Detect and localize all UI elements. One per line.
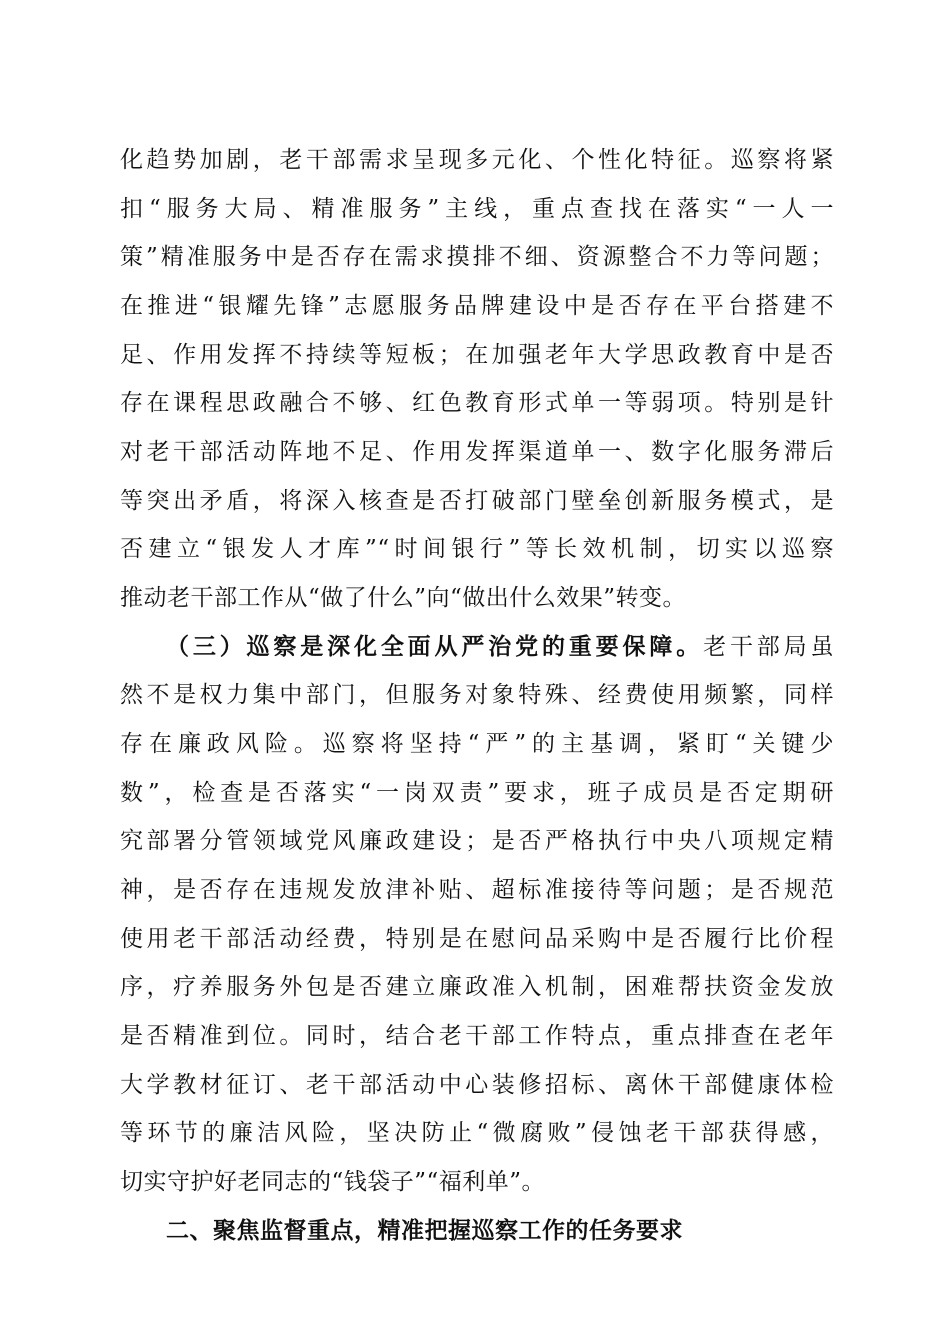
- text-line: 推动老干部工作从“做了什么”向“做出什么效果”转变。: [120, 585, 687, 611]
- section-heading: 二、聚焦监督重点，精准把握巡察工作的任务要求: [166, 1218, 683, 1244]
- text-line: 神，是否存在违规发放津补贴、超标准接待等问题；是否规范: [120, 877, 834, 903]
- text-line: 足、作用发挥不持续等短板；在加强老年大学思政教育中是否: [120, 342, 834, 368]
- text-line: 存在课程思政融合不够、红色教育形式单一等弱项。特别是针: [120, 390, 834, 416]
- text-line: 存在廉政风险。巡察将坚持“严”的主基调，紧盯“关键少: [120, 731, 834, 757]
- text-line: 等突出矛盾，将深入核查是否打破部门壁垒创新服务模式，是: [120, 488, 834, 514]
- text-line: 然不是权力集中部门，但服务对象特殊、经费使用频繁，同样: [120, 682, 834, 708]
- text-line: 策”精准服务中是否存在需求摸排不细、资源整合不力等问题；: [120, 244, 834, 270]
- text-line: 究部署分管领域党风廉政建设；是否严格执行中央八项规定精: [120, 828, 834, 854]
- text-line: 化趋势加剧，老干部需求呈现多元化、个性化特征。巡察将紧: [120, 147, 834, 173]
- paragraph-first-line: [166, 631, 834, 663]
- text-run: 老干部局虽: [703, 634, 835, 660]
- text-line: 等环节的廉洁风险，坚决防止“微腐败”侵蚀老干部获得感，: [120, 1120, 834, 1146]
- subheading-lead: （三）巡察是深化全面从严治党的重要保障。: [166, 634, 704, 660]
- text-line: 是否精准到位。同时，结合老干部工作特点，重点排查在老年: [120, 1023, 834, 1049]
- text-line: 使用老干部活动经费，特别是在慰问品采购中是否履行比价程: [120, 926, 834, 952]
- text-line: 对老干部活动阵地不足、作用发挥渠道单一、数字化服务滞后: [120, 439, 834, 465]
- text-line: 序，疗养服务外包是否建立廉政准入机制，困难帮扶资金发放: [120, 974, 834, 1000]
- text-line: 扣“服务大局、精准服务”主线，重点查找在落实“一人一: [120, 196, 834, 222]
- text-line: 大学教材征订、老干部活动中心装修招标、离休干部健康体检: [120, 1072, 834, 1098]
- text-line: 在推进“银耀先锋”志愿服务品牌建设中是否存在平台搭建不: [120, 293, 834, 319]
- text-line: 切实守护好老同志的“钱袋子”“福利单”。: [120, 1169, 546, 1195]
- text-line: 数”，检查是否落实“一岗双责”要求，班子成员是否定期研: [120, 780, 834, 806]
- text-line: 否建立“银发人才库”“时间银行”等长效机制，切实以巡察: [120, 536, 834, 562]
